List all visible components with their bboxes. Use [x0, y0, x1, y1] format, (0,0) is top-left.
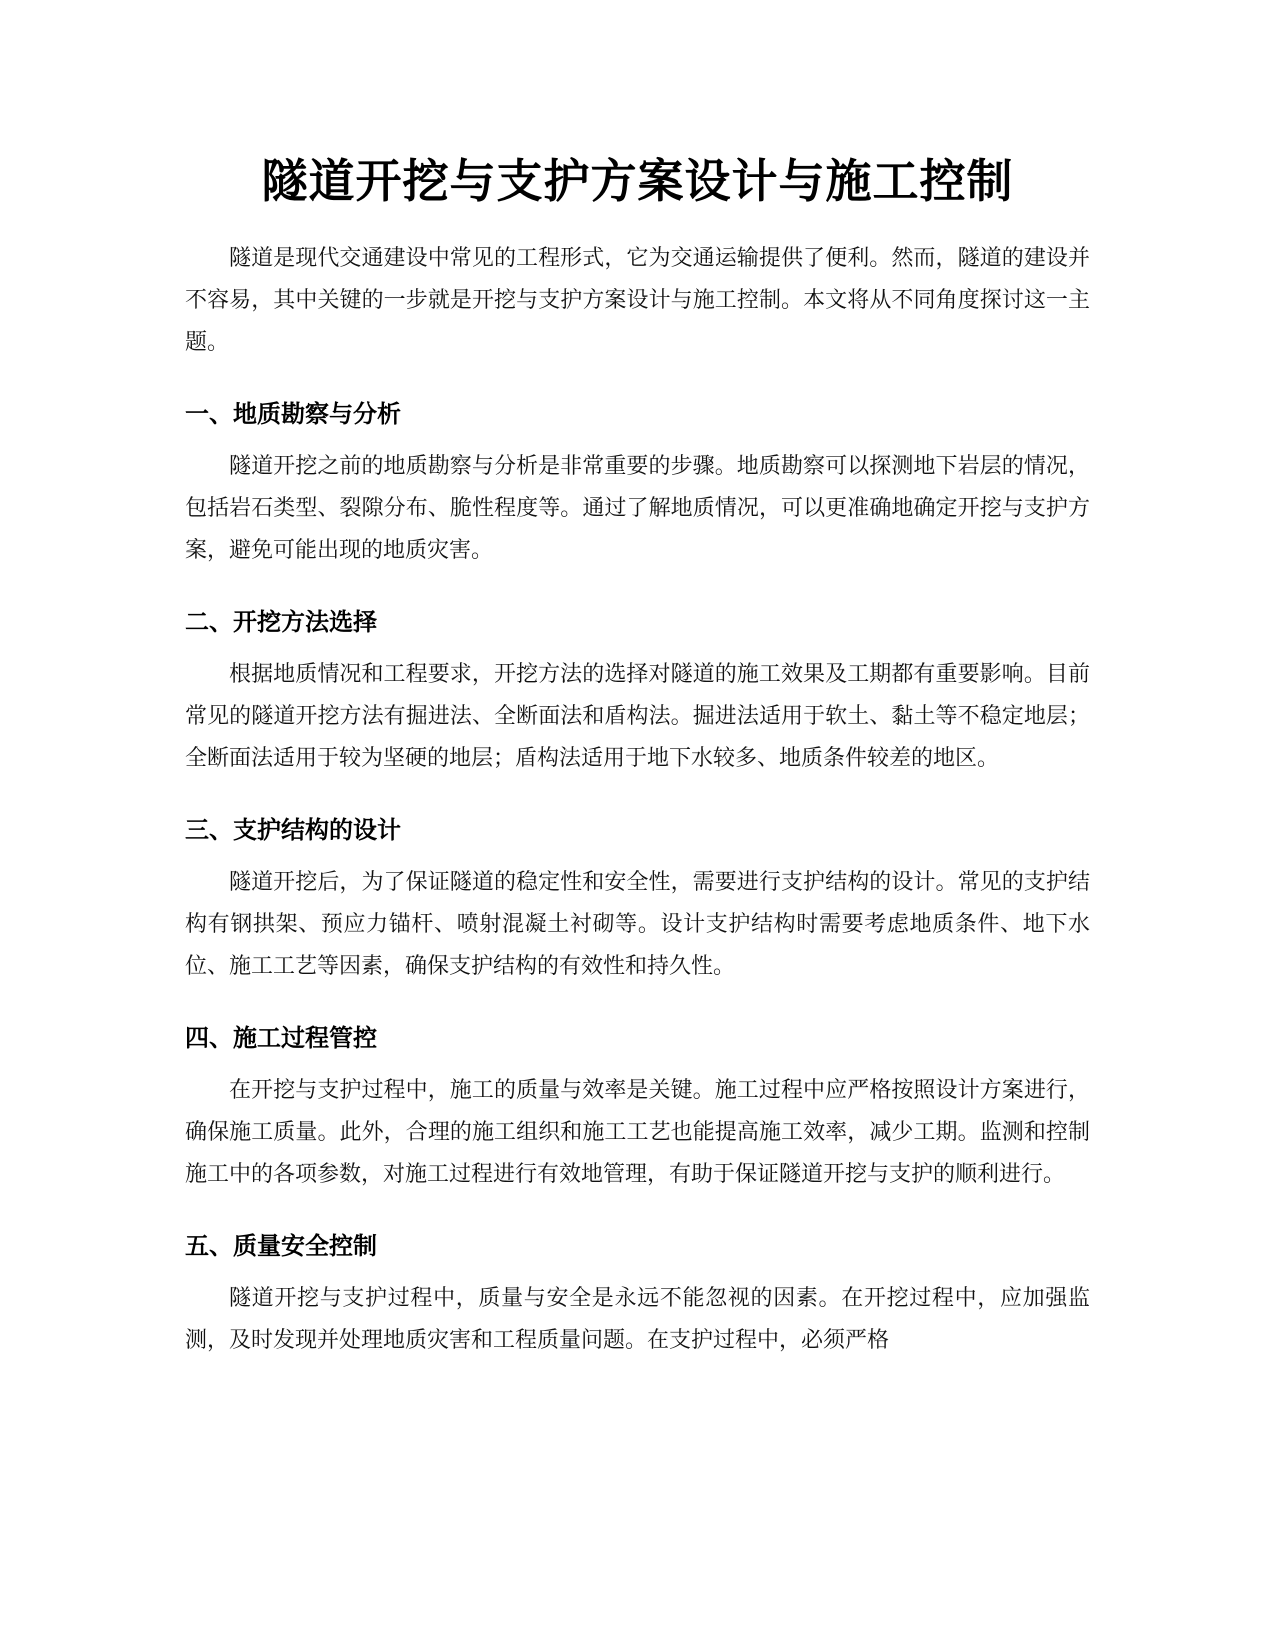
section-body-support-design: 隧道开挖后，为了保证隧道的稳定性和安全性，需要进行支护结构的设计。常见的支护结构有钢拱架、预应力锚杆、喷射混凝土衬砌等。设计支护结构时需要考虑地质条件、地下水位、施工工艺等因素，确保支护结构的有效性和持久性。 [185, 870, 1090, 979]
section-body-geology: 隧道开挖之前的地质勘察与分析是非常重要的步骤。地质勘察可以探测地下岩层的情况，包括岩石类型、裂隙分布、脆性程度等。通过了解地质情况，可以更准确地确定开挖与支护方案，避免可能出现的地质灾害。 [185, 454, 1090, 563]
document-title: 隧道开挖与支护方案设计与施工控制 [261, 154, 1014, 208]
section-heading-geology: 一、地质勘察与分析 [185, 400, 401, 428]
section-heading-construction-control: 四、施工过程管控 [185, 1024, 377, 1052]
section-body-quality-safety: 隧道开挖与支护过程中，质量与安全是永远不能忽视的因素。在开挖过程中，应加强监测，及时发现并处理地质灾害和工程质量问题。在支护过程中，必须严格 [185, 1286, 1090, 1353]
section-heading-excavation-method: 二、开挖方法选择 [185, 608, 377, 636]
section-heading-support-design: 三、支护结构的设计 [185, 816, 401, 844]
section-body-excavation-method: 根据地质情况和工程要求，开挖方法的选择对隧道的施工效果及工期都有重要影响。目前常见的隧道开挖方法有掘进法、全断面法和盾构法。掘进法适用于软土、黏土等不稳定地层；全断面法适用于较为坚硬的地层；盾构法适用于地下水较多、地质条件较差的地区。 [185, 662, 1090, 771]
section-heading-quality-safety: 五、质量安全控制 [185, 1232, 377, 1260]
section-body-construction-control: 在开挖与支护过程中，施工的质量与效率是关键。施工过程中应严格按照设计方案进行，确保施工质量。此外，合理的施工组织和施工工艺也能提高施工效率，减少工期。监测和控制施工中的各项参数，对施工过程进行有效地管理，有助于保证隧道开挖与支护的顺利进行。 [185, 1078, 1090, 1187]
intro-paragraph: 隧道是现代交通建设中常见的工程形式，它为交通运输提供了便利。然而，隧道的建设并不容易，其中关键的一步就是开挖与支护方案设计与施工控制。本文将从不同角度探讨这一主题。 [185, 246, 1090, 355]
document-page [185, 150, 1090, 1362]
